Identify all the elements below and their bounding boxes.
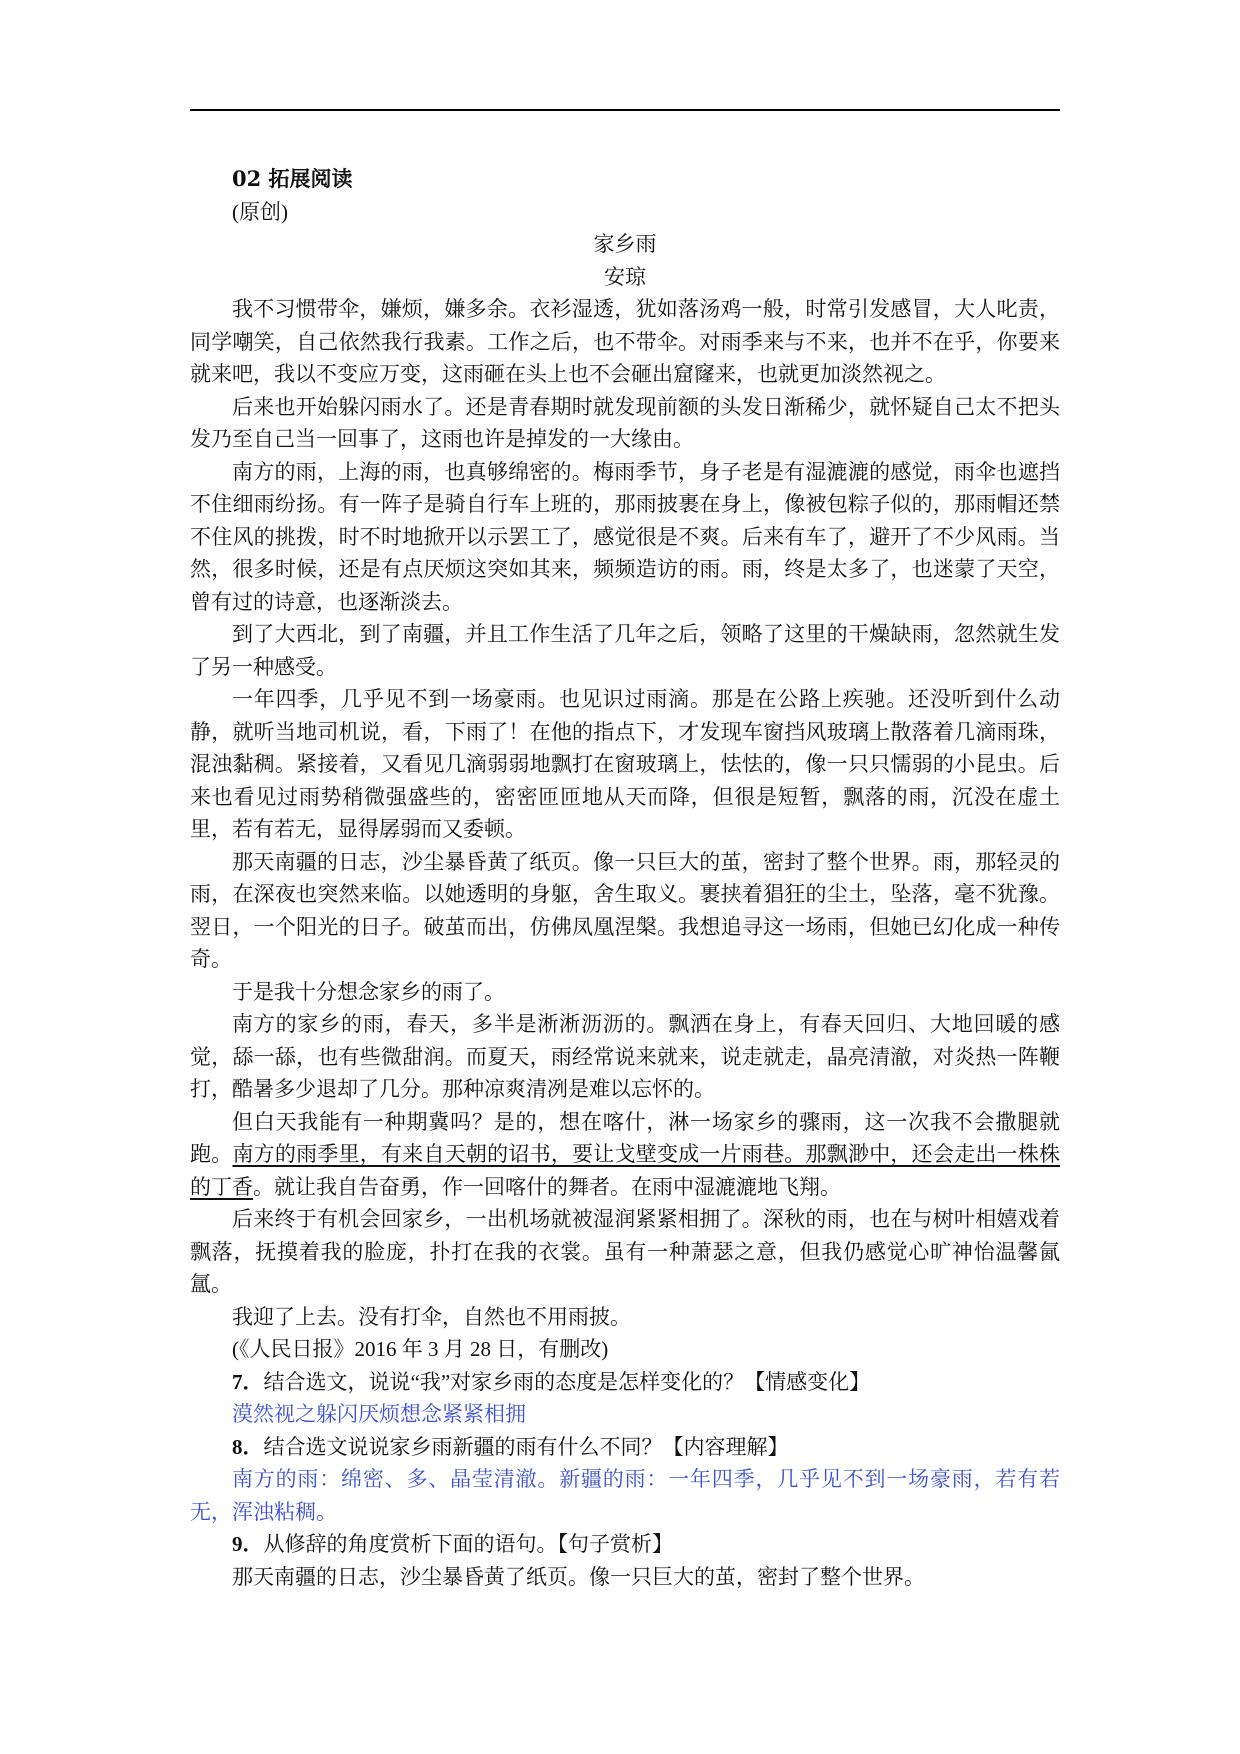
article-author: 安琼 (604, 264, 646, 289)
question-7 (190, 1366, 1060, 1399)
question-text: 从修辞的角度赏析下面的语句。 (263, 1532, 558, 1556)
article-paragraph: 南方的雨，上海的雨，也真够绵密的。梅雨季节，身子老是有湿漉漉的感觉，雨伞也遮挡不住细雨纷扬。有一阵子是骑自行车上班的，那雨披裹在身上，像被包粽子似的，那雨帽还禁不住风的挑拨，时不时地掀开以示罢工了，感觉很是不爽。后来有车了，避开了不少风雨。当然，很多时候，还是有点厌烦这突如其来，频频造访的雨。雨，终是太多了，也迷蒙了天空，曾有过的诗意，也逐渐淡去。 (190, 459, 1060, 614)
question-text: 结合选文，说说“我”对家乡雨的态度是怎样变化的？ (263, 1369, 745, 1394)
question-9-quote: 那天南疆的日志，沙尘暴昏黄了纸页。像一只巨大的茧，密封了整个世界。 (232, 1564, 925, 1589)
question-tag: 【情感变化】 (744, 1369, 871, 1394)
article-paragraph: 到了大西北，到了南疆，并且工作生活了几年之后，领略了这里的干燥缺雨，忽然就生发了另一种感受。 (190, 622, 1060, 679)
article-paragraph: 一年四季，几乎见不到一场豪雨。也见识过雨滴。那是在公路上疾驰。还没听到什么动静，就听当地司机说，看，下雨了！在他的指点下，才发现车窗挡风玻璃上散落着几滴雨珠，混浊黏稠。紧接着，又看见几滴弱弱地飘打在窗玻璃上，怯怯的，像一只只懦弱的小昆虫。后来也看见过雨势稍微强盛些的，密密匝匝地从天而降，但很是短暂，飘落的雨，沉没在虚土里，若有若无，显得孱弱而又委顿。 (190, 687, 1060, 841)
article-paragraph: 南方的家乡的雨，春天，多半是淅淅沥沥的。飘洒在身上，有春天回归、大地回暖的感觉，舔一舔，也有些微甜润。而夏天，雨经常说来就来，说走就走，晶亮清澈，对炎热一阵鞭打，酷暑多少退却了几分。那种凉爽清冽是难以忘怀的。 (190, 1012, 1060, 1101)
section-heading: 02 拓展阅读 (232, 166, 353, 191)
answer-7: 漠然视之躲闪厌烦想念紧紧相拥 (232, 1402, 526, 1426)
article-citation: (《人民日报》2016 年 3 月 28 日，有删改) (232, 1337, 609, 1361)
question-9 (190, 1528, 1060, 1561)
article-title: 家乡雨 (593, 232, 657, 256)
paragraph-text: 但白天我能有一种期冀吗？是的，想在喀什，淋一场家乡的骤雨，这一次我不会撒腿就跑。 (190, 1109, 1060, 1166)
article-paragraph: 后来也开始躲闪雨水了。还是青春期时就发现前额的头发日渐稀少，就怀疑自己太不把头发乃至自己当一回事了，这雨也许是掉发的一大缘由。 (190, 394, 1060, 451)
question-tag: 【内容理解】 (662, 1434, 789, 1459)
question-number: 8． (232, 1434, 264, 1459)
article-paragraph: 于是我十分想念家乡的雨了。 (232, 979, 505, 1004)
article-paragraph: 那天南疆的日志，沙尘暴昏黄了纸页。像一只巨大的茧，密封了整个世界。雨，那轻灵的雨，在深夜也突然来临。以她透明的身躯，舍生取义。裹挟着猖狂的尘土，坠落，毫不犹豫。翌日，一个阳光的日子。破茧而出，仿佛凤凰涅槃。我想追寻这一场雨，但她已幻化成一种传奇。 (190, 849, 1060, 971)
document-body (190, 163, 1060, 1593)
question-number: 9． (232, 1532, 264, 1556)
header-rule (190, 109, 1060, 111)
article-paragraph: 我迎了上去。没有打伞，自然也不用雨披。 (232, 1304, 631, 1329)
article-paragraph-underlined (190, 1106, 1060, 1204)
underlined-sentence: 南方的雨季里，有来自天朝的诏书，要让戈壁变成一片雨巷。那飘渺中，还会走出一株株的丁香 (190, 1142, 1060, 1199)
article-paragraph: 我不习惯带伞，嫌烦，嫌多余。衣衫湿透，犹如落汤鸡一般，时常引发感冒，大人叱责，同学嘲笑，自己依然我行我素。工作之后，也不带伞。对雨季来与不来，也并不在乎，你要来就来吧，我以不变应万变，这雨砸在头上也不会砸出窟窿来，也就更加淡然视之。 (190, 297, 1060, 386)
question-8 (190, 1431, 1060, 1464)
question-tag: 【句子赏析】 (557, 1532, 673, 1556)
paragraph-text: 。就让我自告奋勇，作一回喀什的舞者。在雨中湿漉漉地飞翔。 (253, 1174, 841, 1199)
article-paragraph: 后来终于有机会回家乡，一出机场就被湿润紧紧相拥了。深秋的雨，也在与树叶相嬉戏着飘落，抚摸着我的脸庞，扑打在我的衣裳。虽有一种萧瑟之意，但我仍感觉心旷神怡温馨氤氲。 (190, 1207, 1060, 1296)
source-tag: (原创) (232, 199, 288, 224)
question-text: 结合选文说说家乡雨新疆的雨有什么不同？ (263, 1434, 663, 1459)
question-number: 7． (232, 1369, 264, 1394)
answer-8: 南方的雨：绵密、多、晶莹清澈。新疆的雨：一年四季，几乎见不到一场豪雨，若有若无，浑浊粘稠。 (190, 1467, 1060, 1524)
